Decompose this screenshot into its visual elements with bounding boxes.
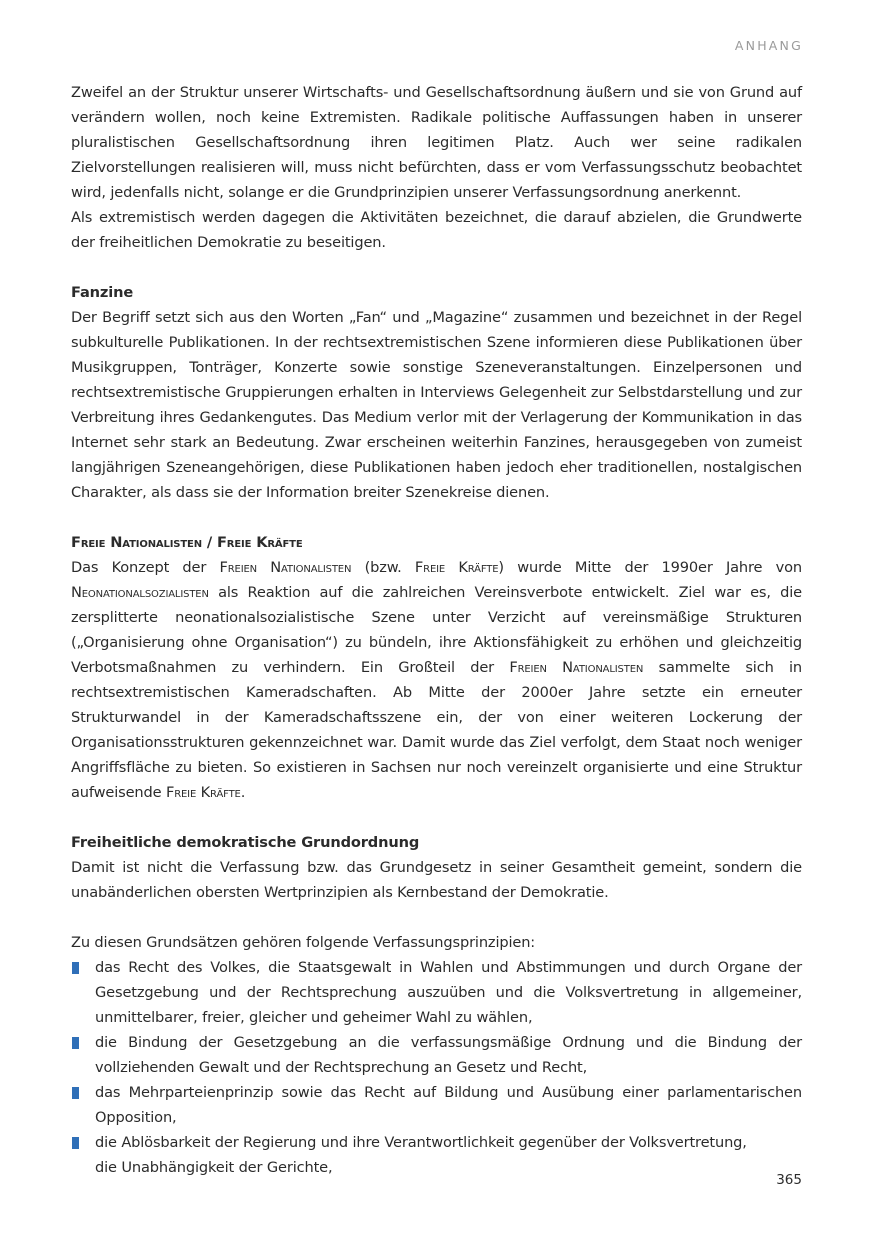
intro-paragraph: Zweifel an der Struktur unserer Wirtschafts- und Gesellschaftsordnung äußern und sie von Grund auf verändern wollen, noch keine Extremisten. Radikale politische Auffassungen haben in unserer pluralistischen Gesellschaftsordnung ihren legitimen Platz. Auch wer seine radikalen Zielvorstellungen realisieren will, muss nicht befürchten, dass er vom Verfassungsschutz beobachtet wird, jedenfalls nicht, solange er die Grundprinzipien unserer Verfassungsordnung anerkennt. <box>71 84 802 201</box>
list-item: das Mehrparteienprinzip sowie das Recht auf Bildung und Ausübung einer parlamentarischen Opposition, <box>71 1080 802 1130</box>
square-bullet-icon <box>72 1087 79 1099</box>
square-bullet-icon <box>72 1037 79 1049</box>
list-item: das Recht des Volkes, die Staatsgewalt in Wahlen und Abstimmungen und durch Organe der Gesetzgebung und der Rechtsprechung auszuüben und die Volksvertretung in allgemeiner, unmittelbarer, freier, gleicher und geheimer Wahl zu wählen, <box>71 955 802 1030</box>
running-head: ANHANG <box>734 38 803 53</box>
square-bullet-icon <box>72 962 79 974</box>
term-freie-nationalisten-2: Freien Nationalisten <box>509 659 644 676</box>
freie-nationalisten-heading: Freie Nationalisten / Freie Kräfte <box>71 534 303 551</box>
page-body <box>71 80 802 1180</box>
term-neonationalsozialisten: Neonationalsozialisten <box>71 584 209 601</box>
fdgo-paragraph: Damit ist nicht die Verfassung bzw. das Grundgesetz in seiner Gesamtheit gemeint, sondern die unabänderlichen obersten Wertprinzipien als Kernbestand der Demokratie. <box>71 859 802 901</box>
fanzine-paragraph: Der Begriff setzt sich aus den Worten „Fan“ und „Magazine“ zusammen und bezeichnet in der Regel subkulturelle Publikationen. In der rechtsextremistischen Szene informieren diese Publikationen über Musikgruppen, Tonträger, Konzerte sowie sonstige Szeneveranstaltungen. Einzelpersonen und rechtsextremistische Gruppierungen erhalten in Interviews Gelegenheit zur Selbstdarstellung und zur Verbreitung ihres Gedankengutes. Das Medium verlor mit der Verlagerung der Kommunikation in das Internet sehr stark an Bedeutung. Zwar erscheinen weiterhin Fanzines, herausgegeben von zumeist langjährigen Szeneangehörigen, diese Publikationen haben jedoch eher traditionellen, nostalgischen Charakter, als dass sie der Information breiter Szenekreise dienen. <box>71 309 802 501</box>
intro-paragraph-2: Als extremistisch werden dagegen die Aktivitäten bezeichnet, die darauf abzielen, die Grundwerte der freiheitlichen Demokratie zu beseitigen. <box>71 209 802 251</box>
page-number: 365 <box>776 1172 802 1188</box>
term-freie-kraefte: Freie Kräfte <box>414 559 499 576</box>
term-freie-nationalisten: Freien Nationalisten <box>219 559 352 576</box>
principles-list <box>71 955 802 1180</box>
square-bullet-icon <box>72 1137 79 1149</box>
list-item: die Ablösbarkeit der Regierung und ihre Verantwortlichkeit gegenüber der Volksvertretung, <box>71 1130 802 1155</box>
fanzine-heading: Fanzine <box>71 284 134 301</box>
list-item-continuation: die Unabhängigkeit der Gerichte, <box>95 1159 333 1176</box>
fdgo-list-intro: Zu diesen Grundsätzen gehören folgende Verfassungsprinzipien: <box>71 934 536 951</box>
fdgo-heading: Freiheitliche demokratische Grundordnung <box>71 834 420 851</box>
freie-nationalisten-paragraph: Das Konzept der Freien Nationalisten (bzw. Freie Kräfte) wurde Mitte der 1990er Jahre von Neonationalsozialisten als Reaktion auf die zahlreichen Vereinsverbote entwickelt. Ziel war es, die zersplitterte neonationalsozialistische Szene unter Verzicht auf vereinsmäßige Strukturen („Organisierung ohne Organisation“) zu bündeln, ihre Aktionsfähigkeit zu erhöhen und gleichzeitig Verbotsmaßnahmen zu verhindern. Ein Großteil der Freien Nationalisten sammelte sich in rechtsextremistischen Kameradschaften. Ab Mitte der 2000er Jahre setzte ein erneuter Strukturwandel in der Kameradschaftsszene ein, der von einer weiteren Lockerung der Organisationsstrukturen gekennzeichnet war. Damit wurde das Ziel verfolgt, dem Staat noch weniger Angriffsfläche zu bieten. So existieren in Sachsen nur noch vereinzelt organisierte und eine Struktur aufweisende Freie Kräfte. <box>71 559 802 801</box>
list-item: die Bindung der Gesetzgebung an die verfassungsmäßige Ordnung und die Bindung der vollziehenden Gewalt und der Rechtsprechung an Gesetz und Recht, <box>71 1030 802 1080</box>
term-freie-kraefte-2: Freie Kräfte <box>165 784 241 801</box>
